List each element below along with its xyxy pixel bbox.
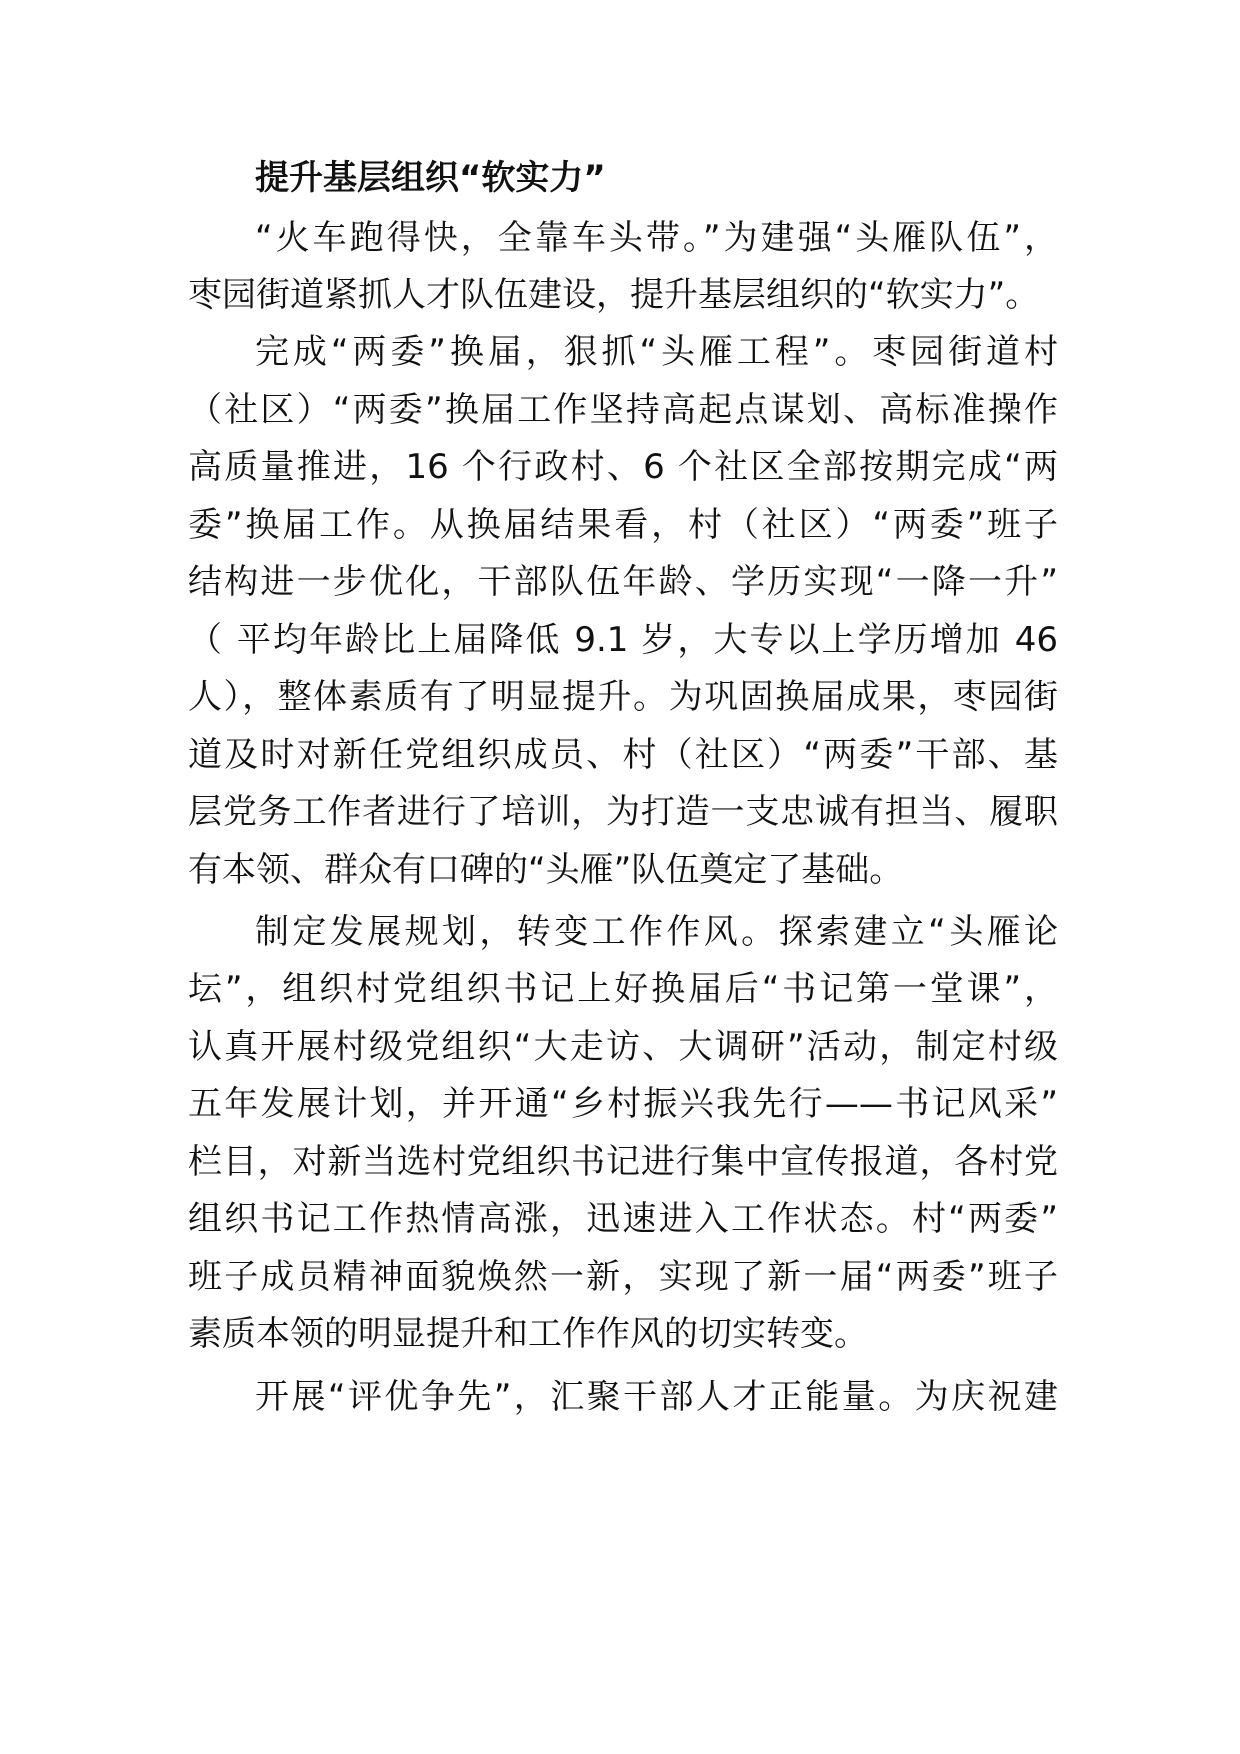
paragraph-line: 有本领、群众有口碑的“头雁”队伍奠定了基础。 xyxy=(188,850,904,890)
paragraph-line: 道及时对新任党组织成员、村（社区）“两委”干部、基 xyxy=(188,735,1058,775)
paragraph-line: 组织书记工作热情高涨，迅速进入工作状态。村“两委” xyxy=(188,1199,1058,1239)
paragraph-line: 栏目，对新当选村党组织书记进行集中宣传报道，各村党 xyxy=(188,1142,1058,1182)
paragraph-line: 坛”，组织村党组织书记上好换届后“书记第一堂课”， xyxy=(188,969,1058,1009)
paragraph-line: 班子成员精神面貌焕然一新，实现了新一届“两委”班子 xyxy=(188,1257,1058,1297)
paragraph-line: 认真开展村级党组织“大走访、大调研”活动，制定村级 xyxy=(188,1027,1058,1067)
paragraph-line: 结构进一步优化，干部队伍年龄、学历实现“一降一升” xyxy=(188,562,1058,602)
paragraph-line: 人），整体素质有了明显提升。为巩固换届成果，枣园街 xyxy=(188,677,1058,717)
paragraph-line: （社区）“两委”换届工作坚持高起点谋划、高标准操作 xyxy=(188,390,1058,430)
paragraph-line: 完成“两委”换届，狠抓“头雁工程”。枣园街道村 xyxy=(255,332,1058,372)
paragraph-line: 开展“评优争先”，汇聚干部人才正能量。为庆祝建 xyxy=(255,1377,1058,1417)
paragraph-line: “火车跑得快，全靠车头带。”为建强“头雁队伍”， xyxy=(255,218,1058,258)
paragraph-line: （ 平均年龄比上届降低 9.1 岁，大专以上学历增加 46 xyxy=(188,620,1058,660)
paragraph-line: 五年发展计划，并开通“乡村振兴我先行——书记风采” xyxy=(188,1084,1058,1124)
paragraph-line: 制定发展规划，转变工作作风。探索建立“头雁论 xyxy=(255,912,1058,952)
paragraph-line: 高质量推进，16 个行政村、6 个社区全部按期完成“两 xyxy=(188,447,1058,487)
paragraph-line: 层党务工作者进行了培训，为打造一支忠诚有担当、履职 xyxy=(188,792,1058,832)
paragraph-line: 委”换届工作。从换届结果看，村（社区）“两委”班子 xyxy=(188,505,1058,545)
paragraph-line: 素质本领的明显提升和工作作风的切实转变。 xyxy=(188,1314,868,1354)
section-heading: 提升基层组织“软实力” xyxy=(255,158,606,198)
paragraph-line: 枣园街道紧抓人才队伍建设，提升基层组织的“软实力”。 xyxy=(188,275,1040,315)
